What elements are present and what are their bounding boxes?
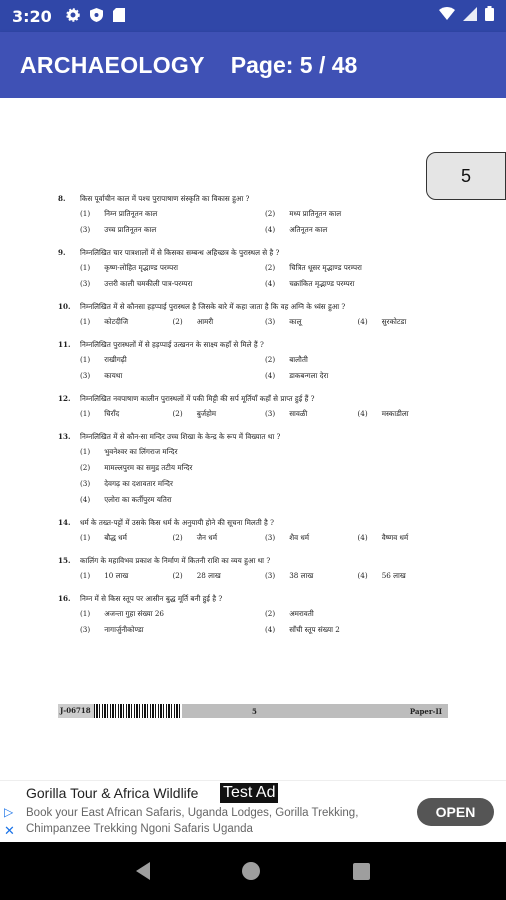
option-item	[80, 371, 265, 381]
option-number: (2)	[172, 409, 183, 418]
question-item	[58, 556, 450, 581]
barcode-image	[94, 704, 182, 718]
recent-apps-icon[interactable]	[353, 863, 370, 880]
option-item	[173, 533, 266, 543]
options-list	[80, 209, 450, 235]
wifi-icon	[439, 7, 455, 25]
option-text: अमरावती	[289, 609, 314, 618]
option-text: चक्रांकित मृद्भाण्ड परम्परा	[289, 279, 355, 288]
ad-choices-icon[interactable]: ▷	[4, 805, 14, 819]
option-item	[265, 571, 358, 581]
question-number: 9.	[58, 248, 66, 257]
option-item	[358, 409, 451, 419]
option-number: (2)	[265, 355, 276, 364]
option-text: मस्काडीला	[381, 409, 409, 418]
option-item	[265, 409, 358, 419]
option-number: (4)	[265, 371, 276, 380]
option-number: (2)	[265, 209, 276, 218]
question-text: निम्न में से किस स्तूप पर आसीन बुद्ध मूर्ति बनी हुई है ?	[80, 594, 223, 603]
option-number: (2)	[172, 571, 183, 580]
page-number-badge[interactable]: 5	[426, 152, 506, 200]
footer-bar	[182, 704, 448, 718]
option-number: (1)	[80, 609, 91, 618]
option-number: (4)	[80, 495, 91, 504]
question-item	[58, 302, 450, 327]
option-text: उच्च प्रातिनूतन काल	[104, 225, 157, 234]
option-item	[265, 371, 450, 381]
option-text: जैन धर्म	[196, 533, 218, 542]
option-item	[265, 317, 358, 327]
option-number: (3)	[80, 625, 91, 634]
option-number: (4)	[265, 225, 276, 234]
option-item	[358, 571, 451, 581]
option-item	[265, 279, 450, 289]
paper-label: Paper-II	[409, 706, 442, 716]
option-number: (3)	[80, 225, 91, 234]
option-number: (4)	[357, 317, 368, 326]
option-number: (2)	[265, 609, 276, 618]
question-item	[58, 394, 450, 419]
option-item	[80, 317, 173, 327]
option-item	[80, 495, 450, 505]
pdf-viewer[interactable]	[0, 98, 506, 780]
question-item	[58, 340, 450, 381]
option-text: अतिनूतन काल	[289, 225, 328, 234]
question-header	[58, 594, 450, 604]
option-text: आमरी	[196, 317, 214, 326]
option-item	[80, 279, 265, 289]
option-number: (3)	[265, 409, 276, 418]
option-item	[265, 225, 450, 235]
option-number: (4)	[265, 625, 276, 634]
option-text: चिराँद	[104, 409, 120, 418]
options-list	[80, 571, 450, 581]
option-number: (1)	[80, 571, 91, 580]
option-text: बालौती	[289, 355, 308, 364]
option-text: निम्न प्रातिनूतन काल	[104, 209, 158, 218]
option-item	[358, 533, 451, 543]
option-number: (3)	[265, 533, 276, 542]
question-number: 8.	[58, 194, 66, 203]
option-item	[80, 355, 265, 365]
option-number: (3)	[265, 571, 276, 580]
option-text: सावळी	[289, 409, 308, 418]
option-text: देवगढ़ का दशावतार मन्दिर	[104, 479, 173, 488]
question-header	[58, 248, 450, 258]
question-header	[58, 394, 450, 404]
question-item	[58, 518, 450, 543]
question-text: निम्नलिखित नवपाषाण कालीन पुरास्थलों में पकी मिट्टी की सर्प मूर्तियाँ कहाँ से प्राप्त हुई हैं ?	[80, 394, 315, 403]
option-text: 10 लाख	[104, 571, 129, 580]
question-header	[58, 340, 450, 350]
option-item	[265, 609, 450, 619]
settings-icon	[66, 8, 80, 25]
option-number: (3)	[265, 317, 276, 326]
option-text: चित्रित धूसर मृद्भाण्ड परम्परा	[289, 263, 362, 272]
option-item	[265, 533, 358, 543]
option-number: (3)	[80, 371, 91, 380]
option-item	[80, 609, 265, 619]
navigation-bar	[0, 842, 506, 900]
option-text: सुरकोटडा	[381, 317, 407, 326]
option-number: (1)	[80, 447, 91, 456]
option-text: शैव धर्म	[289, 533, 310, 542]
question-number: 16.	[58, 594, 71, 603]
status-right-icons	[439, 6, 494, 26]
options-list	[80, 263, 450, 289]
question-text: निम्नलिखित चार पात्रशालों में से किसका सम्बन्ध अहिच्छत्र के पुरास्थल से है ?	[80, 248, 280, 257]
page-indicator: Page: 5 / 48	[230, 51, 358, 78]
options-list	[80, 409, 450, 419]
option-text: कायथा	[104, 371, 123, 380]
option-number: (1)	[80, 317, 91, 326]
question-header	[58, 556, 450, 566]
option-number: (4)	[357, 571, 368, 580]
option-number: (4)	[357, 409, 368, 418]
battery-icon	[485, 6, 494, 26]
option-number: (3)	[80, 279, 91, 288]
option-text: 38 लाख	[289, 571, 314, 580]
question-header	[58, 302, 450, 312]
app-bar	[0, 32, 506, 98]
option-item	[80, 463, 450, 473]
option-number: (4)	[265, 279, 276, 288]
home-icon[interactable]	[242, 862, 260, 880]
ad-open-button[interactable]: OPEN	[417, 798, 494, 826]
option-number: (2)	[172, 533, 183, 542]
option-item	[265, 625, 450, 635]
options-list	[80, 355, 450, 381]
option-number: (1)	[80, 355, 91, 364]
option-number: (1)	[80, 409, 91, 418]
option-number: (2)	[80, 463, 91, 472]
question-text: धर्म के तख्त-पट्टों में उसके किस धर्म के अनुयायी होने की सूचना मिलती है ?	[80, 518, 274, 527]
options-list	[80, 317, 450, 327]
paper-code: J-06718	[58, 704, 94, 718]
option-text: कोटदीजि	[104, 317, 129, 326]
question-number: 15.	[58, 556, 71, 565]
question-number: 13.	[58, 432, 71, 441]
option-text: नागार्जुनीकोण्डा	[104, 625, 144, 634]
shield-icon	[90, 8, 103, 25]
option-text: राखीगढ़ी	[104, 355, 127, 364]
options-list	[80, 609, 450, 635]
option-text: भुवनेश्वर का लिंगराज मन्दिर	[104, 447, 178, 456]
option-item	[358, 317, 451, 327]
option-number: (2)	[265, 263, 276, 272]
question-item	[58, 594, 450, 635]
option-text: कालू	[289, 317, 302, 326]
option-item	[80, 571, 173, 581]
option-text: उत्तरी काली चमकीली पात्र-परम्परा	[104, 279, 193, 288]
option-number: (3)	[80, 479, 91, 488]
question-number: 12.	[58, 394, 71, 403]
ad-banner[interactable]	[0, 780, 506, 842]
question-text: निम्नलिखित पुरास्थलों में से हड़प्पाई उत्खनन के साक्ष्य कहाँ से मिले हैं ?	[80, 340, 264, 349]
option-text: मध्य प्रातिनूतन काल	[289, 209, 342, 218]
ad-test-tag: Test Ad	[220, 783, 278, 803]
option-text: 56 लाख	[381, 571, 406, 580]
option-item	[173, 317, 266, 327]
option-text: बौद्ध धर्म	[104, 533, 127, 542]
status-time: 3:20	[12, 6, 52, 26]
option-number: (4)	[357, 533, 368, 542]
option-item	[80, 533, 173, 543]
option-item	[80, 625, 265, 635]
signal-icon	[463, 7, 477, 26]
question-text: किस पूर्वाचीन काल में पश्च पुरापाषाण संस्कृति का विकास हुआ ?	[80, 194, 250, 203]
question-text: कालिंग के महाविभव प्रकाश के निर्माण में कितनी राशि का व्यय हुआ था ?	[80, 556, 271, 565]
option-number: (1)	[80, 209, 91, 218]
question-header	[58, 194, 450, 204]
option-text: एलोरा का कर्तीपुरम यतिरा	[104, 495, 172, 504]
option-number: (1)	[80, 263, 91, 272]
option-item	[265, 263, 450, 273]
paper-page-number: 5	[252, 706, 257, 716]
question-header	[58, 518, 450, 528]
back-icon[interactable]	[136, 862, 150, 880]
option-text: डाकबन्गला देरा	[289, 371, 329, 380]
status-bar	[0, 0, 506, 32]
question-item	[58, 432, 450, 505]
question-item	[58, 248, 450, 289]
option-item	[173, 409, 266, 419]
option-item	[265, 209, 450, 219]
app-title: ARCHAEOLOGY	[20, 51, 205, 78]
option-text: बुर्जहोम	[196, 409, 217, 418]
option-text: मामल्लपुरम का समुद्र तटीय मन्दिर	[104, 463, 193, 472]
option-item	[80, 263, 265, 273]
option-item	[80, 225, 265, 235]
question-header	[58, 432, 450, 442]
option-item	[80, 409, 173, 419]
option-item	[80, 209, 265, 219]
question-number: 10.	[58, 302, 71, 311]
option-item	[265, 355, 450, 365]
close-icon[interactable]: ✕	[4, 823, 15, 838]
option-text: कृष्ण-लोहित मृद्भाण्ड परम्परा	[104, 263, 179, 272]
option-item	[80, 447, 450, 457]
options-list	[80, 447, 450, 505]
question-text: निम्नलिखित में से कौनसा हड़प्पाई पुरास्थल है जिसके बारे में कहा जाता है कि वह अग्नि के ध्वंस हुआ ?	[80, 302, 346, 311]
question-text: निम्नलिखित में से कौन-सा मन्दिर उच्च शिखा के केन्द्र के रूप में विख्यात था ?	[80, 432, 281, 441]
options-list	[80, 533, 450, 543]
option-text: अजन्ता गुहा संख्या 26	[104, 609, 165, 618]
option-number: (1)	[80, 533, 91, 542]
ad-title[interactable]: Gorilla Tour & Africa Wildlife	[26, 785, 199, 801]
question-paper	[58, 194, 450, 648]
question-number: 11.	[58, 340, 71, 349]
question-item	[58, 194, 450, 235]
option-text: साँची स्तूप संख्या 2	[289, 625, 340, 634]
sd-card-icon	[113, 8, 125, 25]
option-text: 28 लाख	[196, 571, 221, 580]
option-item	[80, 479, 450, 489]
ad-description[interactable]: Book your East African Safaris, Uganda Lodges, Gorilla Trekking, Chimpanzee Trekking Ngoni Safaris Uganda	[26, 807, 359, 835]
option-text: वैष्णव धर्म	[381, 533, 409, 542]
paper-footer	[58, 704, 448, 718]
option-item	[173, 571, 266, 581]
question-number: 14.	[58, 518, 71, 527]
option-number: (2)	[172, 317, 183, 326]
